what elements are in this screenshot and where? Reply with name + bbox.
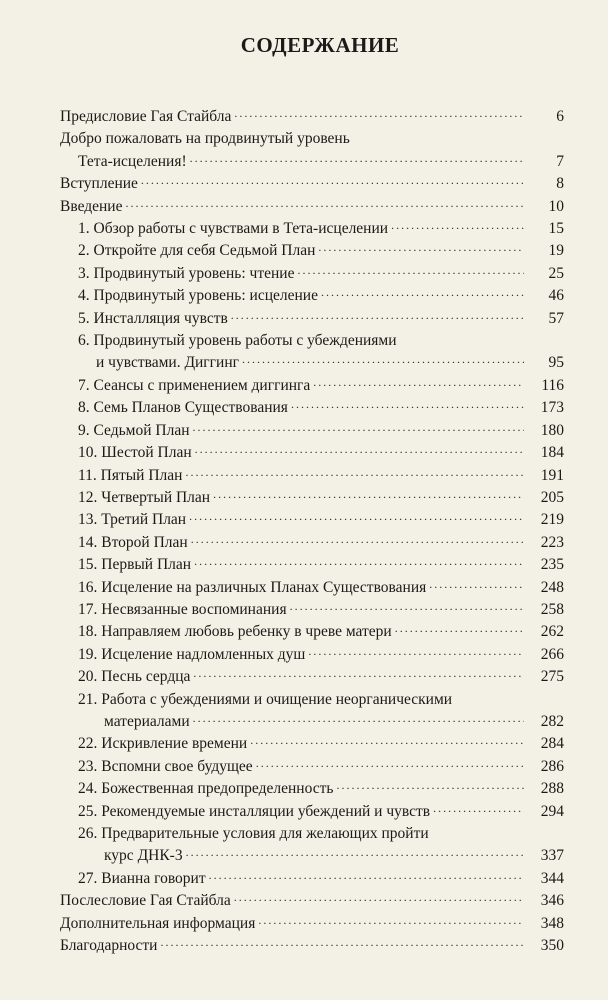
dot-leader <box>395 617 524 639</box>
toc-entry-text: 25. Рекомендуемые инсталляции убеждений и чувств <box>78 802 431 820</box>
toc-page-number: 337 <box>540 847 564 865</box>
dot-leader <box>290 595 524 617</box>
dot-leader <box>321 281 524 303</box>
toc-entry-text: 27. Вианна говорит <box>78 869 206 887</box>
toc-entry-text: 11. Пятый План <box>78 466 183 484</box>
toc-entry-text: материалами <box>104 712 190 730</box>
dot-leader <box>391 214 524 236</box>
toc-entry-text: 15. Первый План <box>78 556 192 574</box>
toc-page-number: 184 <box>540 444 564 462</box>
dot-leader <box>231 304 524 326</box>
dot-leader <box>297 259 524 281</box>
dot-leader <box>193 707 524 729</box>
dot-leader <box>313 371 524 393</box>
dot-leader <box>193 662 524 684</box>
toc-page-number: 288 <box>540 780 564 798</box>
toc-entry-text: 10. Шестой План <box>78 444 192 462</box>
toc-page-number: 6 <box>556 108 564 125</box>
toc-entry-text: 1. Обзор работы с чувствами в Тета-исцелении <box>78 220 389 238</box>
toc-page-number: 10 <box>548 197 564 215</box>
toc-entry-text: 22. Искривление времени <box>78 735 248 753</box>
toc-page-number: 235 <box>540 556 564 574</box>
toc-entry-text: Вступление <box>60 175 138 193</box>
toc-entry-text: 24. Божественная предопределенность <box>78 780 334 798</box>
toc-entry-text: 14. Второй План <box>78 533 188 551</box>
toc-page-number: 173 <box>540 399 564 417</box>
toc-entry-text: Послесловие Гая Стайбла <box>60 892 231 910</box>
toc-page-number: 46 <box>548 287 564 305</box>
toc-entry-text: 16. Исцеление на различных Планах Существования <box>78 578 427 596</box>
dot-leader <box>185 461 524 483</box>
toc-entry-text: 4. Продвинутый уровень: исцеление <box>78 287 318 305</box>
dot-leader <box>429 573 524 595</box>
toc-page-number: 294 <box>540 802 564 820</box>
dot-leader <box>256 752 524 774</box>
dot-leader <box>195 438 524 460</box>
toc-entry-text: Предисловие Гая Стайбла <box>60 108 232 125</box>
toc-page-number: 258 <box>540 600 564 618</box>
dot-leader <box>234 102 524 124</box>
toc-entry-text: Тета-исцеления! <box>78 152 187 170</box>
toc-entry-text: 18. Направляем любовь ребенку в чреве матери <box>78 623 392 641</box>
toc-page-number: 205 <box>540 488 564 506</box>
toc-entry-text: 2. Откройте для себя Седьмой План <box>78 242 316 260</box>
toc-entry-text: 3. Продвинутый уровень: чтение <box>78 264 295 282</box>
toc-page-number: 8 <box>556 175 564 193</box>
toc-entry-text: 9. Седьмой План <box>78 421 190 439</box>
dot-leader <box>193 416 525 438</box>
dot-leader <box>250 729 524 751</box>
toc-entry-text: курс ДНК-3 <box>104 847 183 865</box>
dot-leader <box>258 909 524 931</box>
toc-entry-text: Введение <box>60 197 123 215</box>
toc-page-number: 25 <box>548 264 564 282</box>
dot-leader <box>191 528 524 550</box>
dot-leader <box>308 640 524 662</box>
toc-page-number: 346 <box>540 892 564 910</box>
toc-page-number: 180 <box>540 421 564 439</box>
toc-page-number: 286 <box>540 757 564 775</box>
toc-entry-text: 7. Сеансы с применением диггинга <box>78 376 311 394</box>
dot-leader <box>213 483 524 505</box>
toc-page-number: 223 <box>540 533 564 551</box>
toc-page-number: 275 <box>540 668 564 686</box>
toc-page-number: 266 <box>540 645 564 663</box>
toc-entry-ch20 <box>60 666 564 688</box>
dot-leader <box>189 505 524 527</box>
toc-page-number: 57 <box>548 309 564 327</box>
toc-entry-text: 12. Четвертый План <box>78 488 211 506</box>
toc-entry-text: 17. Несвязанные воспоминания <box>78 600 287 618</box>
toc-page-number: 19 <box>548 242 564 260</box>
toc-page-number: 350 <box>540 937 564 955</box>
dot-leader <box>186 841 524 863</box>
dot-leader <box>141 169 524 191</box>
toc-page-number: 282 <box>540 712 564 730</box>
toc-entry-text: 5. Инсталляция чувств <box>78 309 228 327</box>
toc-entry-text: 23. Вспомни свое будущее <box>78 757 253 775</box>
toc-page-number: 219 <box>540 511 564 529</box>
dot-leader <box>160 931 524 953</box>
toc-page-number: 262 <box>540 623 564 641</box>
toc-entry-text: и чувствами. Диггинг <box>96 354 239 372</box>
toc-entry-ch5 <box>60 308 564 330</box>
dot-leader <box>336 774 524 796</box>
toc-entry-ch25 <box>60 801 564 823</box>
toc-entry-text: Дополнительная информация <box>60 914 256 932</box>
toc-entry-preface <box>60 106 564 128</box>
toc-entry-text: 19. Исцеление надломленных душ <box>78 645 306 663</box>
toc-page-number: 7 <box>556 152 564 170</box>
dot-leader <box>433 797 524 819</box>
toc-page-number: 116 <box>541 376 564 394</box>
toc-page-number: 95 <box>548 354 564 372</box>
toc-entry-ch6-line1: 6. Продвинутый уровень работы с убеждениями <box>78 332 397 350</box>
toc-entry-text: 20. Песнь сердца <box>78 668 191 686</box>
toc-entry-ch26-line1: 26. Предварительные условия для желающих пройти <box>78 825 429 842</box>
table-of-contents <box>60 106 564 957</box>
toc-entry-thanks <box>60 935 564 957</box>
toc-entry-ch21-line1: 21. Работа с убеждениями и очищение неорганическими <box>78 690 453 708</box>
toc-page-number: 15 <box>548 220 564 238</box>
dot-leader <box>190 147 524 169</box>
toc-page-number: 344 <box>540 869 564 887</box>
toc-page-number: 284 <box>540 735 564 753</box>
toc-entry-text: Благодарности <box>60 937 158 955</box>
toc-entry-text: 8. Семь Планов Существования <box>78 399 288 417</box>
toc-page-number: 191 <box>540 466 564 484</box>
toc-page-number: 248 <box>540 578 564 596</box>
dot-leader <box>291 393 524 415</box>
page-title: СОДЕРЖАНИЕ <box>240 33 400 57</box>
dot-leader <box>194 550 524 572</box>
dot-leader <box>125 192 524 214</box>
dot-leader <box>318 236 524 258</box>
dot-leader <box>242 348 524 370</box>
dot-leader <box>234 886 524 908</box>
dot-leader <box>209 864 524 886</box>
toc-entry-welcome-line1: Добро пожаловать на продвинутый уровень <box>60 130 350 148</box>
toc-page-number: 348 <box>540 914 564 932</box>
toc-entry-text: 13. Третий План <box>78 511 187 529</box>
